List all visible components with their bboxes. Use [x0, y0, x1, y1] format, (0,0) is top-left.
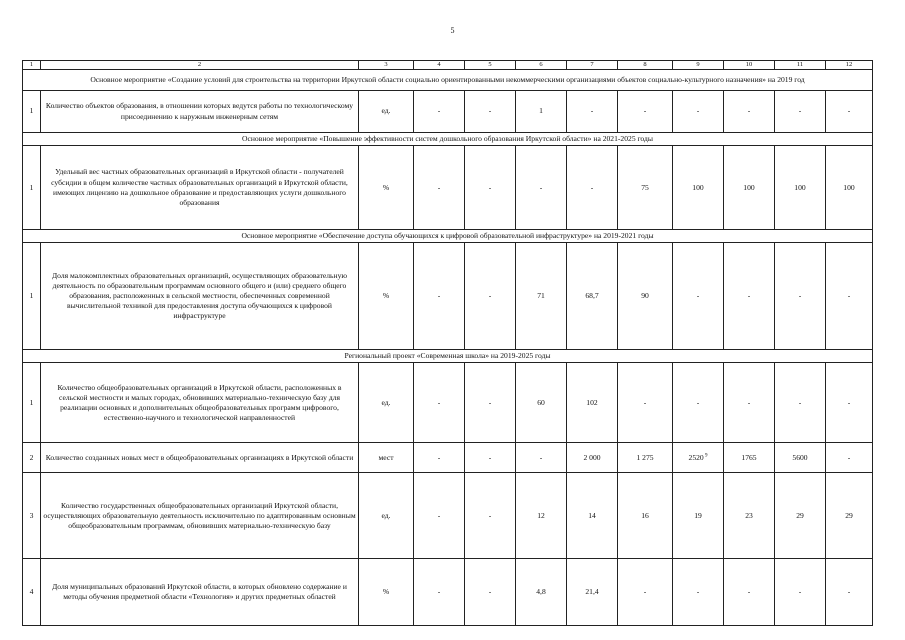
value-cell: -: [775, 363, 826, 443]
value-cell: -: [724, 559, 775, 626]
value-cell: -: [618, 363, 673, 443]
value-cell: -: [826, 443, 873, 473]
table-row: [23, 363, 873, 443]
value-cell: 2 000: [567, 443, 618, 473]
column-number-cell: 8: [618, 61, 673, 70]
value-cell: 60: [516, 363, 567, 443]
unit-cell: мест: [359, 443, 414, 473]
column-number-cell: 4: [414, 61, 465, 70]
value-cell: 100: [724, 146, 775, 230]
indicators-table: [22, 60, 873, 626]
value-cell: -: [724, 91, 775, 133]
value-cell: -: [414, 559, 465, 626]
column-number-cell: 12: [826, 61, 873, 70]
value-cell: 21,4: [567, 559, 618, 626]
value-cell: 1 275: [618, 443, 673, 473]
row-number: 1: [23, 146, 41, 230]
value-cell: 4,8: [516, 559, 567, 626]
table-row: [23, 91, 873, 133]
value-cell: -: [465, 473, 516, 559]
value-cell: 71: [516, 243, 567, 350]
section-title: Основное мероприятие «Повышение эффективности систем дошкольного образования Иркутской области» на 2021-2025 годы: [23, 133, 873, 146]
section-row: [23, 70, 873, 91]
value-cell: -: [826, 91, 873, 133]
table-row: [23, 243, 873, 350]
value-cell: -: [414, 473, 465, 559]
column-number-cell: 2: [41, 61, 359, 70]
value-cell: 16: [618, 473, 673, 559]
column-number-cell: 7: [567, 61, 618, 70]
value-cell: -: [775, 559, 826, 626]
value-cell: -: [673, 363, 724, 443]
table-row: [23, 473, 873, 559]
value-cell: -: [775, 91, 826, 133]
value-cell: 5600: [775, 443, 826, 473]
indicator-description: Количество государственных общеобразовательных организаций Иркутской области, осуществляющих образовательную деятельность исключительно по адаптированным основным общеобразовательным программам, обновивших материально-техническую базу: [41, 473, 359, 559]
row-number: 2: [23, 443, 41, 473]
value-cell: -: [724, 363, 775, 443]
section-row: [23, 350, 873, 363]
value-cell: -: [826, 559, 873, 626]
value-cell: 102: [567, 363, 618, 443]
value-cell: -: [414, 443, 465, 473]
value-cell: 14: [567, 473, 618, 559]
table-row: [23, 146, 873, 230]
indicator-description: Количество созданных новых мест в общеобразовательных организациях в Иркутской области: [41, 443, 359, 473]
column-number-cell: 1: [23, 61, 41, 70]
value-cell: -: [465, 146, 516, 230]
value-cell: 100: [673, 146, 724, 230]
column-number-cell: 3: [359, 61, 414, 70]
value-cell: 23: [724, 473, 775, 559]
section-title: Региональный проект «Современная школа» на 2019-2025 годы: [23, 350, 873, 363]
value-cell: 100: [775, 146, 826, 230]
value-cell: 68,7: [567, 243, 618, 350]
indicator-description: Удельный вес частных образовательных организаций в Иркутской области - получателей субсидии в общем количестве частных образовательных организаций в Иркутской области, имеющих лицензию на дошкольное образование и предоставляющих услуги дошкольного образования: [41, 146, 359, 230]
row-number: 1: [23, 243, 41, 350]
indicator-description: Количество объектов образования, в отношении которых ведутся работы по технологическому присоединению к наружным инженерным сетям: [41, 91, 359, 133]
unit-cell: ед.: [359, 91, 414, 133]
value-cell: 1: [516, 91, 567, 133]
indicator-description: Доля малокомплектных образовательных организаций, осуществляющих образовательную деятельность по образовательным программам основного общего и (или) среднего общего образования, расположенных в сельской местности, обеспеченных современной вычислительной техникой для предоставления доступа обучающихся к цифровой инфраструктуре: [41, 243, 359, 350]
section-row: [23, 133, 873, 146]
value-cell: -: [414, 91, 465, 133]
section-title: Основное мероприятие «Обеспечение доступа обучающихся к цифровой образовательной инфраструктуре» на 2019-2021 годы: [23, 230, 873, 243]
table-row: [23, 559, 873, 626]
value-cell: 2520 $^9$: [673, 443, 724, 473]
value-cell: -: [567, 91, 618, 133]
row-number: 1: [23, 363, 41, 443]
column-number-row: [23, 61, 873, 70]
section-title: Основное мероприятие «Создание условий для строительства на территории Иркутской области социально ориентированными некоммерческими организациями объектов социально-культурного назначения» на 2019 год: [23, 70, 873, 91]
value-cell: -: [618, 559, 673, 626]
value-cell: -: [724, 243, 775, 350]
value-cell: -: [516, 443, 567, 473]
value-cell: -: [673, 91, 724, 133]
value-cell: -: [826, 363, 873, 443]
value-cell: -: [465, 363, 516, 443]
value-cell: -: [465, 559, 516, 626]
unit-cell: %: [359, 146, 414, 230]
row-number: 3: [23, 473, 41, 559]
row-number: 1: [23, 91, 41, 133]
value-cell: 1765: [724, 443, 775, 473]
value-cell: 19: [673, 473, 724, 559]
value-cell: -: [826, 243, 873, 350]
value-cell: 75: [618, 146, 673, 230]
value-cell: 29: [775, 473, 826, 559]
column-number-cell: 6: [516, 61, 567, 70]
value-cell: -: [465, 243, 516, 350]
column-number-cell: 9: [673, 61, 724, 70]
section-row: [23, 230, 873, 243]
value-cell: -: [465, 443, 516, 473]
row-number: 4: [23, 559, 41, 626]
value-cell: -: [465, 91, 516, 133]
page-number: 5: [450, 26, 455, 35]
indicator-description: Доля муниципальных образований Иркутской области, в которых обновлено содержание и методы обучения предметной области «Технология» и других предметных областей: [41, 559, 359, 626]
unit-cell: %: [359, 243, 414, 350]
value-cell: 29: [826, 473, 873, 559]
table-row: [23, 443, 873, 473]
value-cell: -: [673, 559, 724, 626]
value-cell: -: [414, 363, 465, 443]
unit-cell: ед.: [359, 363, 414, 443]
value-cell: -: [567, 146, 618, 230]
value-cell: -: [618, 91, 673, 133]
value-cell: -: [414, 146, 465, 230]
column-number-cell: 11: [775, 61, 826, 70]
indicator-description: Количество общеобразовательных организаций в Иркутской области, расположенных в сельской местности и малых городах, обновивших материально-техническую базу для реализации основных и дополнительных общеобразовательных программ цифрового, естественно-научного и технологической направленностей: [41, 363, 359, 443]
value-cell: 100: [826, 146, 873, 230]
value-cell: 90: [618, 243, 673, 350]
column-number-cell: 5: [465, 61, 516, 70]
unit-cell: %: [359, 559, 414, 626]
unit-cell: ед.: [359, 473, 414, 559]
value-cell: -: [775, 243, 826, 350]
value-cell: -: [516, 146, 567, 230]
footnote-marker: 9: [703, 453, 708, 458]
value-cell: -: [414, 243, 465, 350]
column-number-cell: 10: [724, 61, 775, 70]
value-cell: -: [673, 243, 724, 350]
value-cell: 12: [516, 473, 567, 559]
